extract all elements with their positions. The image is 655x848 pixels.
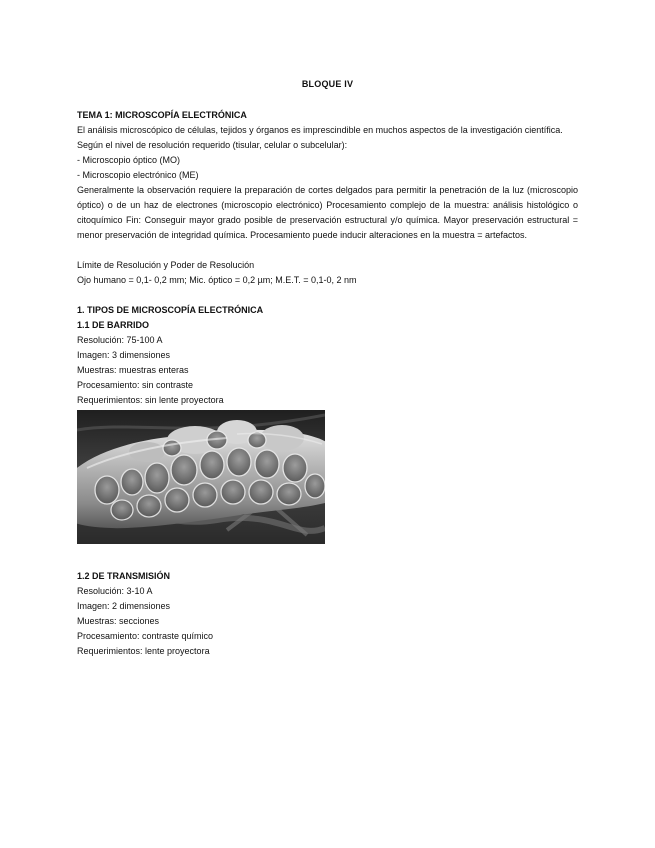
barrido-heading: 1.1 DE BARRIDO <box>77 320 150 330</box>
intro-paragraph: El análisis microscópico de células, tejidos y órganos es imprescindible en muchos aspectos de la investigación científica. <box>77 125 563 135</box>
transmision-image: Imagen: 2 dimensiones <box>77 601 171 611</box>
resolution-intro: Según el nivel de resolución requerido (tisular, celular o subcelular): <box>77 140 348 150</box>
document-body <box>77 108 578 659</box>
transmision-samples: Muestras: secciones <box>77 616 160 626</box>
barrido-samples: Muestras: muestras enteras <box>77 365 189 375</box>
sem-micrograph-drawing <box>77 410 325 544</box>
bullet-electron-microscope: - Microscopio electrónico (ME) <box>77 170 199 180</box>
transmision-heading: 1.2 DE TRANSMISIÓN <box>77 571 171 581</box>
transmision-resolution: Resolución: 3-10 A <box>77 586 153 596</box>
barrido-requirements: Requerimientos: sin lente proyectora <box>77 395 224 405</box>
bullet-optical-microscope: - Microscopio óptico (MO) <box>77 155 181 165</box>
transmision-processing: Procesamiento: contraste químico <box>77 631 214 641</box>
spacer <box>77 243 578 258</box>
barrido-image: Imagen: 3 dimensiones <box>77 350 171 360</box>
limit-heading: Límite de Resolución y Poder de Resolución <box>77 260 255 270</box>
limit-values: Ojo humano = 0,1- 0,2 mm; Mic. óptico = 0,2 µm; M.E.T. = 0,1-0, 2 nm <box>77 275 357 285</box>
sem-micrograph-image <box>77 410 325 544</box>
topic-heading: TEMA 1: MICROSCOPÍA ELECTRÓNICA <box>77 110 247 120</box>
barrido-processing: Procesamiento: sin contraste <box>77 380 194 390</box>
transmision-requirements: Requerimientos: lente proyectora <box>77 646 210 656</box>
general-paragraph: Generalmente la observación requiere la preparación de cortes delgados para permitir la penetración de la luz (microscopio óptico) o de un haz de electrones (microscopio electrónico) Procesamiento complejo de la muestra: análisis histológico o citoquímico Fin: Conseguir mayor grado posible de preservación estructural y/o química. Mayor preservación estructural = menor preservación de integridad química. Procesamiento puede inducir alteraciones en la muestra = artefactos. <box>77 185 578 240</box>
barrido-resolution: Resolución: 75-100 A <box>77 335 163 345</box>
types-heading: 1. TIPOS DE MICROSCOPÍA ELECTRÓNICA <box>77 305 264 315</box>
spacer <box>77 288 578 303</box>
document-title: BLOQUE IV <box>301 79 354 89</box>
